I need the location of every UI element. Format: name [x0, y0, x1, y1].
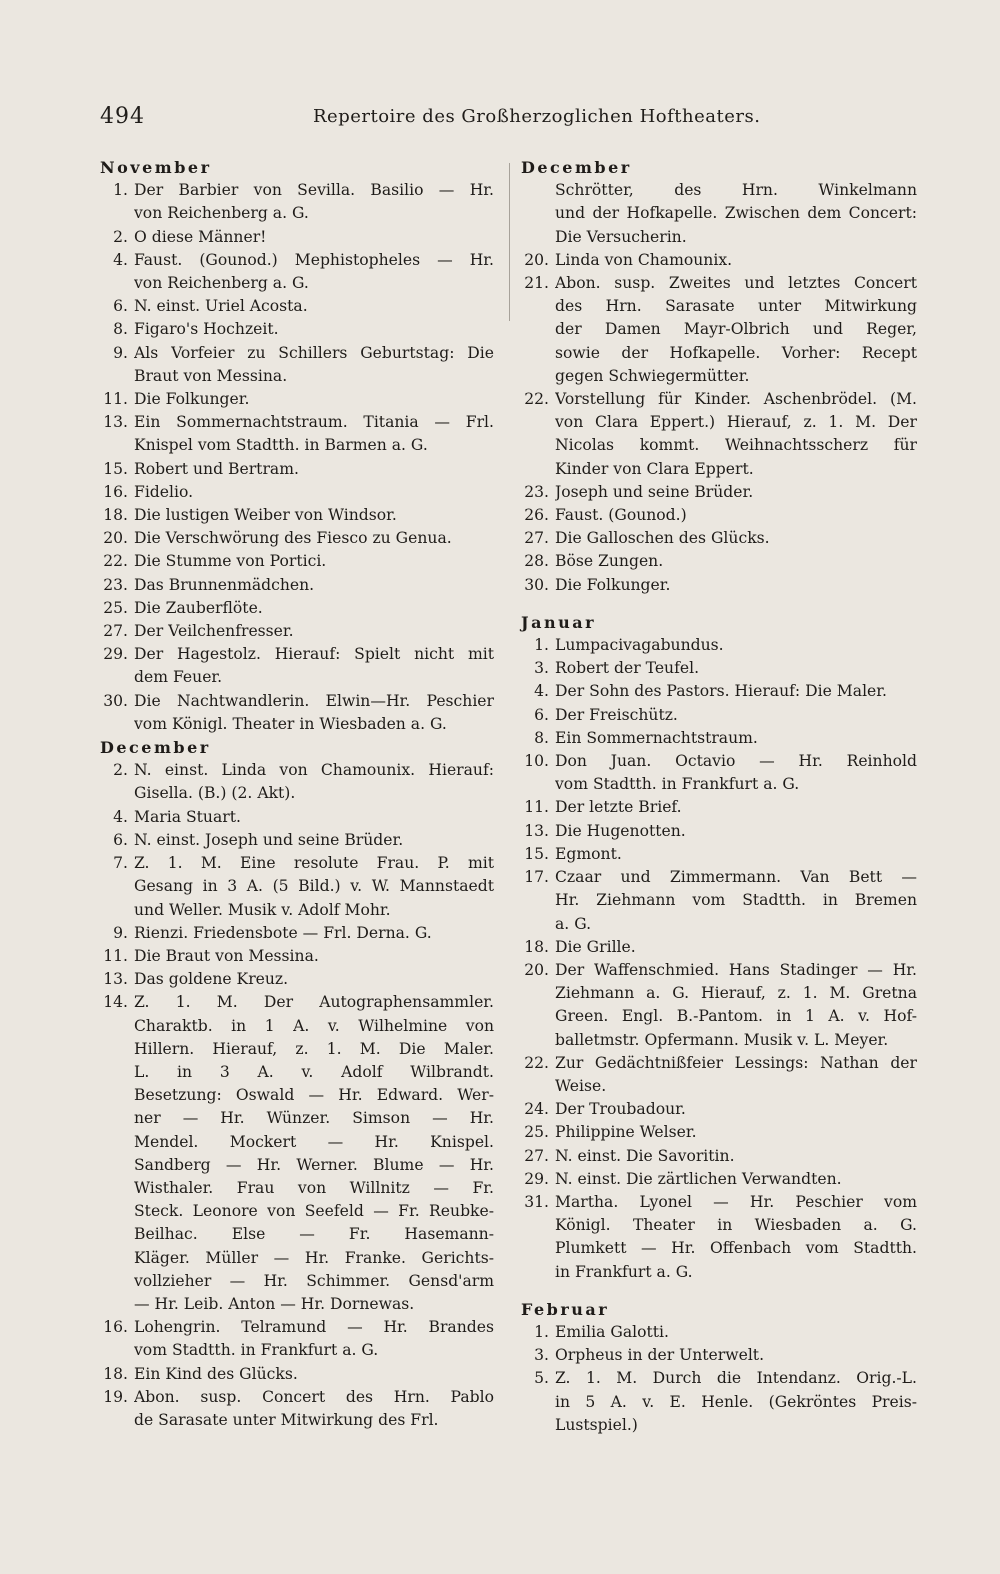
- entry-line: Weise.: [555, 1076, 607, 1095]
- entry-date: 29.: [103, 645, 128, 664]
- entry-line: balletmstr. Opfermann. Musik v. L. Meyer.: [555, 1030, 889, 1049]
- repertoire-entry: [521, 574, 917, 597]
- month-heading: Februar: [521, 1299, 610, 1319]
- entry-line: vom Stadtth. in Frankfurt a. G.: [134, 1341, 379, 1360]
- entry-line: Der Veilchenfresser.: [134, 622, 294, 641]
- entry-line: Charaktb. in 1 A. v. Wilhelmine von: [134, 1016, 494, 1035]
- entry-line: Der letzte Brief.: [555, 798, 682, 817]
- repertoire-entry: [521, 1145, 917, 1168]
- entry-line: Faust. (Gounod.) Mephistopheles — Hr.: [134, 250, 494, 269]
- entry-text: [555, 1367, 917, 1437]
- entry-line: Zur Gedächtnißfeier Lessings: Nathan der: [555, 1053, 917, 1072]
- left-column: [100, 156, 494, 1432]
- entry-line: N. einst. Die Savoritin.: [555, 1146, 735, 1165]
- entry-date: 13.: [103, 970, 128, 989]
- entry-date: 16.: [103, 482, 128, 501]
- entry-text: [555, 1168, 917, 1191]
- entry-date: 27.: [524, 1146, 549, 1165]
- entry-date: 8.: [534, 728, 549, 747]
- entry-line: Ziehmann a. G. Hierauf, z. 1. M. Gretna: [555, 984, 917, 1003]
- repertoire-entry: [521, 272, 917, 388]
- entry-text: [555, 1145, 917, 1168]
- entry-text: [134, 342, 494, 388]
- repertoire-entry: [521, 1121, 917, 1144]
- entry-date: [521, 179, 555, 249]
- entry-line: Braut von Messina.: [134, 366, 288, 385]
- entry-text: [134, 249, 494, 295]
- repertoire-entry: [521, 1344, 917, 1367]
- entry-line: Don Juan. Octavio — Hr. Reinhold: [555, 752, 917, 771]
- entry-line: Der Hagestolz. Hierauf: Spielt nicht mit: [134, 645, 494, 664]
- entry-text: [134, 945, 494, 968]
- entry-text: [134, 504, 494, 527]
- entry-line: Wisthaler. Frau von Willnitz — Fr.: [134, 1178, 494, 1197]
- entry-text: [134, 690, 494, 736]
- entry-line: N. einst. Die zärtlichen Verwandten.: [555, 1169, 842, 1188]
- entry-text: [134, 1386, 494, 1432]
- entry-date: 22.: [524, 1053, 549, 1072]
- entry-line: Egmont.: [555, 844, 622, 863]
- repertoire-entry: [100, 806, 494, 829]
- entry-line: und Weller. Musik v. Adolf Mohr.: [134, 900, 391, 919]
- repertoire-entry: [100, 1363, 494, 1386]
- entry-line: von Reichenberg a. G.: [134, 274, 309, 293]
- repertoire-entry: [100, 1316, 494, 1362]
- repertoire-entry: [100, 991, 494, 1316]
- entry-date: 9.: [113, 923, 128, 942]
- month-heading: Januar: [521, 612, 596, 632]
- entry-line: N. einst. Joseph und seine Brüder.: [134, 830, 404, 849]
- repertoire-entry: [521, 1191, 917, 1284]
- entry-date: 13.: [524, 821, 549, 840]
- entry-date: 14.: [103, 993, 128, 1012]
- entry-line: Gesang in 3 A. (5 Bild.) v. W. Mannstaedt: [134, 877, 494, 896]
- entry-line: Lohengrin. Telramund — Hr. Brandes: [134, 1318, 494, 1337]
- entry-date: 1.: [113, 181, 128, 200]
- repertoire-entry: [521, 1168, 917, 1191]
- month-heading: December: [521, 158, 632, 177]
- entry-date: 16.: [103, 1318, 128, 1337]
- entry-date: 30.: [524, 575, 549, 594]
- entry-date: 18.: [103, 1364, 128, 1383]
- page-header: [100, 100, 761, 132]
- entry-line: Abon. susp. Concert des Hrn. Pablo: [134, 1387, 494, 1406]
- entry-line: Die Folkunger.: [555, 575, 671, 594]
- entry-date: 9.: [113, 343, 128, 362]
- entry-text: [555, 481, 917, 504]
- repertoire-entry: [521, 1367, 917, 1437]
- entry-line: Emilia Galotti.: [555, 1322, 669, 1341]
- entry-line: Figaro's Hochzeit.: [134, 320, 279, 339]
- entry-text: [134, 620, 494, 643]
- month-heading: December: [100, 738, 211, 758]
- repertoire-entry: [521, 820, 917, 843]
- repertoire-entry: [521, 727, 917, 750]
- entry-line: Die Versucherin.: [555, 227, 687, 246]
- entry-text: [555, 1121, 917, 1144]
- entry-line: Fidelio.: [134, 482, 194, 501]
- repertoire-entry: [100, 527, 494, 550]
- repertoire-entry: [521, 550, 917, 573]
- entry-date: 15.: [103, 459, 128, 478]
- entry-line: Robert der Teufel.: [555, 659, 700, 678]
- entry-text: [134, 968, 494, 991]
- repertoire-entry: [100, 458, 494, 481]
- entry-text: [134, 388, 494, 411]
- entry-text: [555, 272, 917, 388]
- entry-line: Robert und Bertram.: [134, 459, 299, 478]
- entry-line: von Reichenberg a. G.: [134, 204, 309, 223]
- entry-text: [134, 922, 494, 945]
- entry-line: Joseph und seine Brüder.: [555, 482, 754, 501]
- entry-line: vom Königl. Theater in Wiesbaden a. G.: [134, 714, 447, 733]
- entry-line: Die Zauberflöte.: [134, 598, 263, 617]
- entry-text: [555, 843, 917, 866]
- entry-text: [555, 727, 917, 750]
- entry-text: [555, 750, 917, 796]
- column-divider: [509, 163, 510, 321]
- entry-date: 18.: [524, 937, 549, 956]
- repertoire-entry: [100, 179, 494, 225]
- repertoire-entry: [521, 527, 917, 550]
- entry-text: [134, 806, 494, 829]
- entry-line: Maria Stuart.: [134, 807, 241, 826]
- entry-text: [555, 574, 917, 597]
- repertoire-entry: [100, 318, 494, 341]
- entry-line: Vorstellung für Kinder. Aschenbrödel. (M.: [555, 390, 917, 409]
- entry-line: Green. Engl. B.-Pantom. in 1 A. v. Hof-: [555, 1007, 917, 1026]
- entry-date: 13.: [103, 413, 128, 432]
- entry-line: Philippine Welser.: [555, 1123, 697, 1142]
- repertoire-entry: [100, 411, 494, 457]
- entry-text: [134, 550, 494, 573]
- entry-line: Z. 1. M. Der Autographensammler.: [134, 993, 494, 1012]
- entry-line: O diese Männer!: [134, 227, 267, 246]
- entry-line: de Sarasate unter Mitwirkung des Frl.: [134, 1410, 439, 1429]
- entry-line: Ein Kind des Glücks.: [134, 1364, 298, 1383]
- entry-text: [555, 820, 917, 843]
- entry-text: [555, 959, 917, 1052]
- entry-line: Der Troubadour.: [555, 1100, 686, 1119]
- repertoire-entry: [100, 342, 494, 388]
- entry-line: in Frankfurt a. G.: [555, 1262, 693, 1281]
- entry-text: [555, 657, 917, 680]
- repertoire-entry: [100, 1386, 494, 1432]
- entry-text: [555, 1344, 917, 1367]
- entry-date: 3.: [534, 1346, 549, 1365]
- entry-date: 10.: [524, 752, 549, 771]
- entry-line: Faust. (Gounod.): [555, 506, 687, 525]
- entry-line: des Hrn. Sarasate unter Mitwirkung: [555, 297, 917, 316]
- entry-date: 7.: [113, 854, 128, 873]
- entry-date: 31.: [524, 1192, 549, 1211]
- repertoire-entry: [100, 690, 494, 736]
- entry-line: Das goldene Kreuz.: [134, 970, 289, 989]
- repertoire-entry: [521, 796, 917, 819]
- entry-text: [555, 527, 917, 550]
- entry-line: Z. 1. M. Eine resolute Frau. P. mit: [134, 854, 494, 873]
- entry-text: [555, 1098, 917, 1121]
- entry-date: 4.: [534, 682, 549, 701]
- repertoire-entry: [100, 481, 494, 504]
- entry-date: 15.: [524, 844, 549, 863]
- repertoire-entry: [100, 388, 494, 411]
- entry-text: [134, 1363, 494, 1386]
- entry-date: 20.: [524, 250, 549, 269]
- entry-line: sowie der Hofkapelle. Vorher: Recept: [555, 343, 917, 362]
- repertoire-entry: [521, 481, 917, 504]
- entry-line: Lustspiel.): [555, 1415, 638, 1434]
- entry-line: Der Barbier von Sevilla. Basilio — Hr.: [134, 181, 494, 200]
- entry-date: 24.: [524, 1100, 549, 1119]
- entry-line: Rienzi. Friedensbote — Frl. Derna. G.: [134, 923, 432, 942]
- entry-date: 20.: [524, 960, 549, 979]
- entry-line: Die Galloschen des Glücks.: [555, 529, 770, 548]
- entry-line: Knispel vom Stadtth. in Barmen a. G.: [134, 436, 428, 455]
- repertoire-entry: [521, 959, 917, 1052]
- entry-date: 2.: [113, 761, 128, 780]
- entry-date: 27.: [524, 529, 549, 548]
- entry-line: Linda von Chamounix.: [555, 250, 733, 269]
- entry-date: 26.: [524, 506, 549, 525]
- entry-text: [555, 504, 917, 527]
- entry-date: 6.: [113, 830, 128, 849]
- entry-line: Kinder von Clara Eppert.: [555, 459, 754, 478]
- entry-date: 28.: [524, 552, 549, 571]
- repertoire-entry: [521, 1052, 917, 1098]
- repertoire-entry: [521, 657, 917, 680]
- entry-text: [134, 759, 494, 805]
- entry-text: [134, 991, 494, 1316]
- entry-line: Steck. Leonore von Seefeld — Fr. Reubke-: [134, 1202, 494, 1221]
- repertoire-entry: [521, 750, 917, 796]
- entry-line: Martha. Lyonel — Hr. Peschier vom: [555, 1192, 917, 1211]
- entry-text: [134, 226, 494, 249]
- page-number: 494: [100, 103, 145, 129]
- repertoire-entry: [521, 179, 917, 249]
- entry-text: [555, 1321, 917, 1344]
- entry-line: in 5 A. v. E. Henle. (Gekröntes Preis-: [555, 1392, 917, 1411]
- entry-text: [134, 411, 494, 457]
- entry-line: Der Sohn des Pastors. Hierauf: Die Maler.: [555, 682, 887, 701]
- entry-date: 30.: [103, 691, 128, 710]
- entry-date: 8.: [113, 320, 128, 339]
- entry-line: Sandberg — Hr. Werner. Blume — Hr.: [134, 1155, 494, 1174]
- entry-line: Nicolas kommt. Weihnachtsscherz für: [555, 436, 917, 455]
- entry-line: N. einst. Uriel Acosta.: [134, 297, 308, 316]
- entry-date: 25.: [103, 598, 128, 617]
- entry-text: [555, 179, 917, 249]
- entry-date: 11.: [524, 798, 549, 817]
- entry-text: [134, 527, 494, 550]
- repertoire-entry: [521, 504, 917, 527]
- repertoire-entry: [100, 620, 494, 643]
- entry-line: N. einst. Linda von Chamounix. Hierauf:: [134, 761, 494, 780]
- entry-line: dem Feuer.: [134, 668, 223, 687]
- entry-date: 5.: [534, 1369, 549, 1388]
- entry-date: 11.: [103, 946, 128, 965]
- entry-line: Czaar und Zimmermann. Van Bett —: [555, 868, 917, 887]
- repertoire-entry: [521, 704, 917, 727]
- repertoire-entry: [100, 597, 494, 620]
- entry-text: [555, 249, 917, 272]
- entry-text: [134, 829, 494, 852]
- repertoire-entry: [100, 295, 494, 318]
- entry-text: [555, 680, 917, 703]
- entry-text: [134, 852, 494, 922]
- entry-text: [134, 318, 494, 341]
- repertoire-entry: [100, 945, 494, 968]
- entry-text: [555, 550, 917, 573]
- entry-line: Die Folkunger.: [134, 390, 250, 409]
- entry-text: [134, 481, 494, 504]
- entry-text: [555, 634, 917, 657]
- entry-date: 23.: [524, 482, 549, 501]
- entry-date: 17.: [524, 868, 549, 887]
- entry-date: 19.: [103, 1387, 128, 1406]
- repertoire-entry: [100, 504, 494, 527]
- entry-line: Die lustigen Weiber von Windsor.: [134, 506, 397, 525]
- entry-text: [134, 597, 494, 620]
- repertoire-entry: [521, 936, 917, 959]
- entry-line: Die Braut von Messina.: [134, 946, 319, 965]
- entry-text: [134, 458, 494, 481]
- entry-line: Das Brunnenmädchen.: [134, 575, 315, 594]
- repertoire-entry: [521, 680, 917, 703]
- entry-line: vom Stadtth. in Frankfurt a. G.: [555, 775, 800, 794]
- repertoire-entry: [100, 574, 494, 597]
- entry-date: 29.: [524, 1169, 549, 1188]
- entry-text: [555, 796, 917, 819]
- repertoire-entry: [100, 249, 494, 295]
- entry-text: [555, 1191, 917, 1284]
- entry-line: Besetzung: Oswald — Hr. Edward. Wer-: [134, 1086, 494, 1105]
- entry-text: [555, 936, 917, 959]
- repertoire-entry: [100, 852, 494, 922]
- entry-date: 11.: [103, 390, 128, 409]
- entry-line: Der Freischütz.: [555, 705, 678, 724]
- repertoire-entry: [521, 1098, 917, 1121]
- entry-line: a. G.: [555, 914, 592, 933]
- entry-text: [134, 574, 494, 597]
- entry-text: [555, 1052, 917, 1098]
- entry-line: gegen Schwiegermütter.: [555, 366, 750, 385]
- entry-date: 1.: [534, 636, 549, 655]
- entry-text: [134, 1316, 494, 1362]
- entry-date: 6.: [113, 297, 128, 316]
- entry-date: 18.: [103, 506, 128, 525]
- entry-line: Hillern. Hierauf, z. 1. M. Die Maler.: [134, 1039, 494, 1058]
- entry-line: Die Grille.: [555, 937, 636, 956]
- entry-line: Hr. Ziehmann vom Stadtth. in Bremen: [555, 891, 917, 910]
- repertoire-entry: [100, 759, 494, 805]
- repertoire-entry: [521, 1321, 917, 1344]
- entry-date: 4.: [113, 250, 128, 269]
- entry-date: 4.: [113, 807, 128, 826]
- entry-text: [134, 179, 494, 225]
- entry-date: 2.: [113, 227, 128, 246]
- entry-line: Ein Sommernachtstraum. Titania — Frl.: [134, 413, 494, 432]
- repertoire-entry: [100, 829, 494, 852]
- entry-line: Als Vorfeier zu Schillers Geburtstag: Die: [134, 343, 494, 362]
- entry-text: [134, 295, 494, 318]
- entry-date: 1.: [534, 1322, 549, 1341]
- entry-date: 22.: [524, 390, 549, 409]
- entry-date: 27.: [103, 622, 128, 641]
- repertoire-entry: [100, 550, 494, 573]
- right-column: [521, 156, 917, 1437]
- entry-line: Schrötter, des Hrn. Winkelmann: [555, 181, 917, 200]
- entry-line: Böse Zungen.: [555, 552, 664, 571]
- entry-date: 20.: [103, 529, 128, 548]
- entry-line: der Damen Mayr-Olbrich und Reger,: [555, 320, 917, 339]
- entry-line: Königl. Theater in Wiesbaden a. G.: [555, 1216, 917, 1235]
- entry-line: Lumpacivagabundus.: [555, 636, 724, 655]
- entry-line: Ein Sommernachtstraum.: [555, 728, 758, 747]
- repertoire-entry: [100, 968, 494, 991]
- entry-line: — Hr. Leib. Anton — Hr. Dornewas.: [134, 1294, 415, 1313]
- entry-line: Die Nachtwandlerin. Elwin—Hr. Peschier: [134, 691, 494, 710]
- entry-line: von Clara Eppert.) Hierauf, z. 1. M. Der: [555, 413, 917, 432]
- entry-date: 21.: [524, 274, 549, 293]
- entry-text: [134, 643, 494, 689]
- month-heading: November: [100, 158, 212, 177]
- repertoire-entry: [521, 634, 917, 657]
- entry-line: Abon. susp. Zweites und letztes Concert: [555, 274, 917, 293]
- entry-line: Plumkett — Hr. Offenbach vom Stadtth.: [555, 1239, 917, 1258]
- entry-line: Der Waffenschmied. Hans Stadinger — Hr.: [555, 960, 917, 979]
- entry-line: Die Hugenotten.: [555, 821, 686, 840]
- repertoire-entry: [521, 866, 917, 936]
- entry-line: Mendel. Mockert — Hr. Knispel.: [134, 1132, 494, 1151]
- entry-line: L. in 3 A. v. Adolf Wilbrandt.: [134, 1062, 494, 1081]
- entry-line: Gisella. (B.) (2. Akt).: [134, 784, 296, 803]
- entry-date: 23.: [103, 575, 128, 594]
- entry-line: Die Stumme von Portici.: [134, 552, 327, 571]
- running-title: Repertoire des Großherzoglichen Hoftheaters.: [313, 105, 761, 127]
- entry-text: [555, 388, 917, 481]
- repertoire-entry: [100, 226, 494, 249]
- repertoire-entry: [100, 643, 494, 689]
- entry-text: [555, 866, 917, 936]
- repertoire-entry: [100, 922, 494, 945]
- entry-line: und der Hofkapelle. Zwischen dem Concert:: [555, 204, 917, 223]
- repertoire-entry: [521, 843, 917, 866]
- entry-date: 3.: [534, 659, 549, 678]
- entry-line: ner — Hr. Wünzer. Simson — Hr.: [134, 1109, 494, 1128]
- entry-line: Z. 1. M. Durch die Intendanz. Orig.-L.: [555, 1369, 917, 1388]
- entry-line: Orpheus in der Unterwelt.: [555, 1346, 765, 1365]
- entry-line: Beilhac. Else — Fr. Hasemann-: [134, 1225, 494, 1244]
- entry-line: vollzieher — Hr. Schimmer. Gensd'arm: [134, 1271, 494, 1290]
- entry-line: Kläger. Müller — Hr. Franke. Gerichts-: [134, 1248, 494, 1267]
- entry-date: 25.: [524, 1123, 549, 1142]
- entry-line: Die Verschwörung des Fiesco zu Genua.: [134, 529, 452, 548]
- entry-date: 6.: [534, 705, 549, 724]
- entry-text: [555, 704, 917, 727]
- repertoire-entry: [521, 249, 917, 272]
- repertoire-entry: [521, 388, 917, 481]
- entry-date: 22.: [103, 552, 128, 571]
